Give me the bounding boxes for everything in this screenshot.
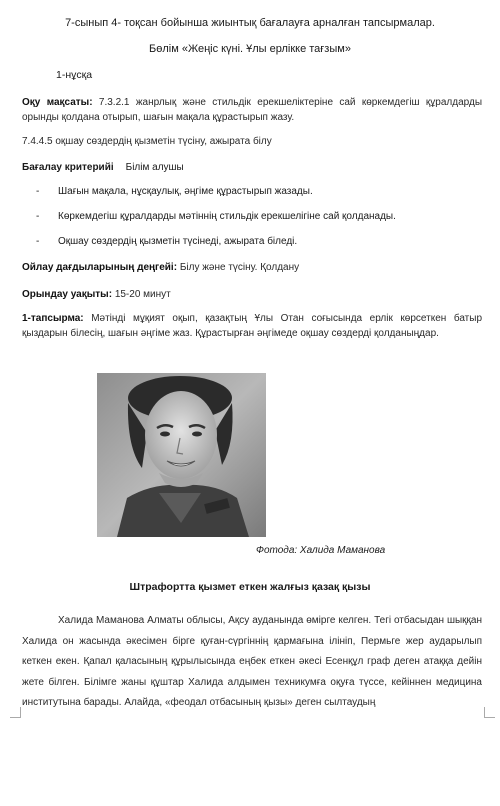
criteria-heading xyxy=(22,160,184,175)
learning-goals-text: 7.3.2.1 жанрлық және стильдік ерекшеліктеріне сай көркемдегіш құралдарды орынды қолдана отырып, шағын мақала құрастырып жазу. xyxy=(22,97,483,123)
thinking-skills xyxy=(22,260,482,275)
criteria-item: - Шағын мақала, нұсқаулық, әңгіме құрастырып жазады. xyxy=(36,186,313,197)
learning-goals xyxy=(22,95,482,125)
execution-time-label: Орындау уақыты: xyxy=(22,289,113,300)
task-1 xyxy=(22,311,482,341)
task-1-text: Мәтінді мұқият оқып, қазақтың Ұлы Отан соғысында ерлік көрсеткен батыр қыздарын білесің, шағын әңгіме жаз. Құрастырған әңгімеде оқшау сөздерді қолданыңдар. xyxy=(22,313,483,339)
story-title: Штрафортта қызмет еткен жалғыз қазақ қызы xyxy=(129,581,371,593)
crop-mark-right xyxy=(484,707,495,718)
thinking-skills-label: Ойлау дағдыларының деңгейі: xyxy=(22,262,178,273)
criteria-sublabel: Білім алушы xyxy=(125,162,184,173)
crop-mark-left xyxy=(10,707,21,718)
section-title: Бөлім «Жеңіс күні. Ұлы ерлікке тағзым» xyxy=(149,43,351,55)
task-1-label: 1-тапсырма: xyxy=(22,313,84,324)
execution-time-text: 15-20 минут xyxy=(114,289,171,300)
criteria-item: - Көркемдегіш құралдарды мәтіннің стильдік ерекшелігіне сай қолданады. xyxy=(36,211,396,222)
variant-label: 1-нұсқа xyxy=(56,69,93,81)
criteria-item: - Оқшау сөздердің қызметін түсінеді, ажырата біледі. xyxy=(36,236,298,247)
document-title: 7-сынып 4- тоқсан бойынша жиынтық бағалауға арналған тапсырмалар. xyxy=(65,17,435,29)
criteria-label: Бағалау критерийі xyxy=(22,162,114,173)
execution-time xyxy=(22,287,482,302)
learning-goals-label: Оқу мақсаты: xyxy=(22,97,93,108)
learning-goal-second: 7.4.4.5 оқшау сөздердің қызметін түсіну, ажырата білу xyxy=(22,136,272,147)
portrait-photo xyxy=(97,373,266,537)
thinking-skills-text: Білу және түсіну. Қолдану xyxy=(179,262,300,273)
photo-caption: Фотода: Халида Маманова xyxy=(256,545,386,556)
story-text: Халида Маманова Алматы облысы, Ақсу ауданында өмірге келген. Тегі отбасыдан шыққан Халида он жасында әкесімен бірге қуған-сүргіннің қармағына ілініп, Пермьге жер аударылып кеткен екен. Қапал қаласының құрылысында еңбек еткен әкесі Есенқұл граф деген атаққа дейін жете білген. Білімге жаны құштар Халида алдымен техникумға оқуға түссе, кейіннен медицина институтына барады. Алайда, «феодал отбасының қызы» деген сылтаудың xyxy=(22,615,482,708)
